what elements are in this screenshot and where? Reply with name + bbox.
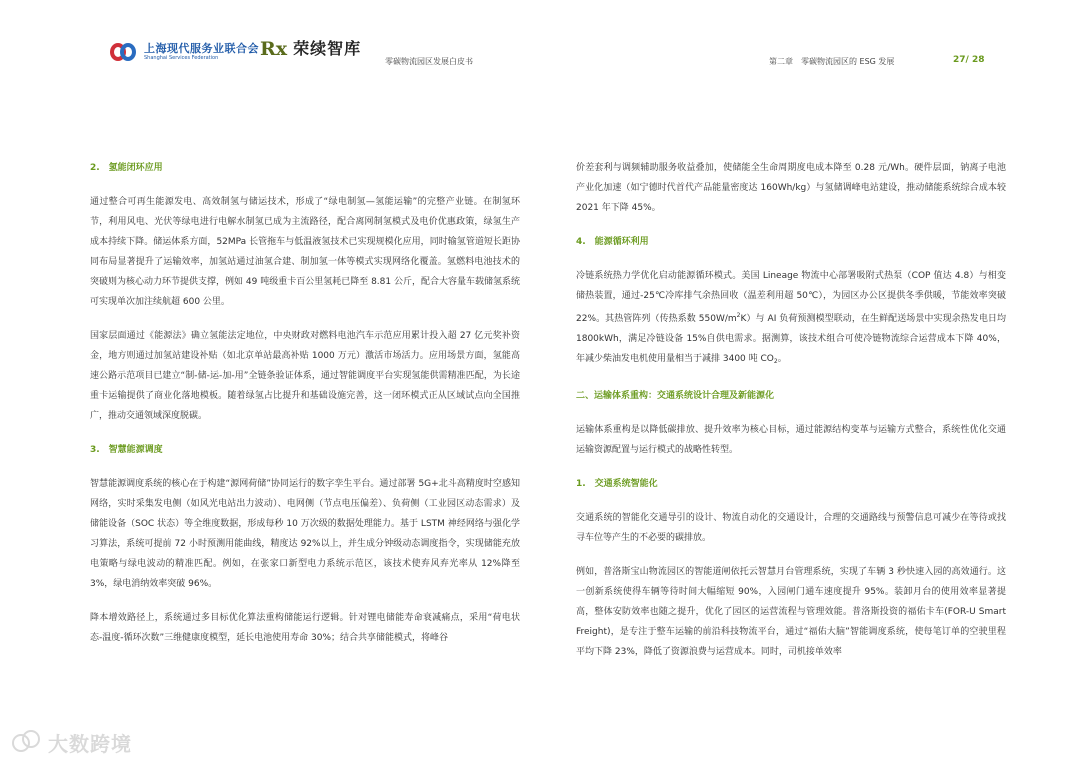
paragraph: 国家层面通过《能源法》确立氢能法定地位，中央财政对燃料电池汽车示范应用累计投入超 27 亿元奖补资金，地方则通过加氢站建设补贴（如北京单站最高补贴 1000 万元）激活市场活力。应用场景方面，氢能高速公路示范项目已建立“制-储-运-加-用”全链条验证体系，通过智能调度平台实现氢能供需精准匹配，为长途重卡运输提供了商业化落地模板。随着绿氢占比提升和基础设施完善，这一闭环模式正从区域试点向全国推广，推动交通领域深度脱碳。: [90, 331, 520, 421]
paragraph: 交通系统的智能化交通导引的设计、物流自动化的交通设计，合理的交通路线与预警信息可减少在等待或找寻车位等产生的不必要的碳排放。: [576, 513, 1006, 543]
paragraph: 通过整合可再生能源发电、高效制氢与储运技术，形成了“绿电制氢—氢能运输”的完整产业链。在制氢环节，利用风电、光伏等绿电进行电解水制氢已成为主流路径，配合离网制氢模式及电价优惠政策，绿氢生产成本持续下降。储运体系方面，52MPa 长管拖车与低温液氢技术已实现规模化应用，同时输氢管道短长距协同布局显著提升了运输效率，加氢站通过油氢合建、制加氢一体等模式实现网络化覆盖。氢燃料电池技术的突破则为核心动力环节提供支撑，例如 49 吨级重卡百公里氢耗已降至 8.81 公斤，配合大容量车载储氢系统可实现单次加注续航超 600 公里。: [90, 197, 520, 307]
ssf-logo: [110, 40, 259, 64]
paragraph: 降本增效路径上，系统通过多目标优化算法重构储能运行逻辑。针对锂电储能寿命衰减痛点，采用“荷电状态-温度-循环次数”三维健康度模型，延长电池使用寿命 30%；结合共享储能模式，将峰谷: [90, 613, 520, 643]
page-header: [0, 0, 1080, 90]
chapter-section-heading-transport: 二、运输体系重构：交通系统设计合理及新能源化: [576, 391, 775, 401]
left-column: [90, 158, 520, 662]
paragraph: 冷链系统热力学优化启动能源循环模式。美国 Lineage 物流中心部署吸附式热泵（COP 值达 4.8）与相变储热装置，通过-25℃冷库排气余热回收（温差利用超 50℃），为园区办公区提供冬季供暖，节能效率突破 22%。其热管阵列（传热系数 $550W/m^2K$）与 AI 负荷预测模型联动，在生鲜配送场景中实现余热发电日均 1800kWh，满足冷链设备 15%自供电需求。据测算，该技术组合可使冷链物流综合运营成本下降 40%，年减少柴油发电机使用量相当于减排 3400 吨 $CO_2$。: [576, 271, 1006, 365]
watermark: [12, 728, 132, 757]
watermark-text: 大数跨境: [48, 732, 132, 756]
paragraph: 例如，普洛斯宝山物流园区的智能道闸依托云智慧月台管理系统，实现了车辆 3 秒快速入园的高效通行。这一创新系统使得车辆等待时间大幅缩短 90%，入园闸门通车速度提升 95%。装卸月台的使用效率显著提高，整体安防效率也随之提升，优化了园区的运营流程与管理效能。普洛斯投资的福佑卡车(FOR-U Smart Freight)，是专注于整车运输的前沿科技物流平台，通过“福佑大脑”智能调度系统，使每笔订单的空驶里程平均下降 23%，降低了资源浪费与运营成本。同时，司机接单效率: [576, 567, 1006, 657]
section-heading-hydrogen: 2. 氢能闭环应用: [90, 163, 163, 173]
ssf-logo-mark-icon: [110, 40, 138, 64]
page-number: 27/ 28: [953, 55, 985, 65]
right-column: [576, 158, 1006, 676]
rongxu-logo-text: 荣续智库: [293, 39, 362, 58]
rongxu-logo-mark: Rx: [260, 38, 288, 60]
watermark-logo-icon: [12, 730, 42, 756]
section-heading-smart-traffic: 1. 交通系统智能化: [576, 479, 658, 489]
chapter-title: 第二章 零碳物流园区的 ESG 发展: [769, 57, 895, 66]
rongxu-logo: [260, 38, 361, 60]
ssf-logo-en: Shanghai Services Federation: [144, 55, 219, 61]
section-heading-smart-energy: 3. 智慧能源调度: [90, 445, 163, 455]
paragraph: 价差套利与调频辅助服务收益叠加，使储能全生命周期度电成本降至 0.28 元/Wh。硬件层面，钠离子电池产业化加速（如宁德时代首代产品能量密度达 160Wh/kg）与氢储调峰电站建设，推动储能系统综合成本较 2021 年下降 45%。: [576, 163, 1006, 213]
paragraph: 智慧能源调度系统的核心在于构建“源网荷储”协同运行的数字孪生平台。通过部署 5G+北斗高精度时空感知网络，实时采集发电侧（如风光电站出力波动）、电网侧（节点电压偏差）、负荷侧（工业园区动态需求）及储能设备（SOC 状态）等全维度数据，形成每秒 10 万次级的数据处理能力。基于 LSTM 神经网络与强化学习算法，系统可提前 72 小时预测用能曲线，精度达 92%以上，并生成分钟级动态调度指令，实现储能充放电策略与绿电波动的精准匹配。例如，在张家口新型电力系统示范区，该技术使弃风弃光率从 12%降至 3%，绿电消纳效率突破 96%。: [90, 479, 520, 589]
ssf-logo-cn: 上海现代服务业联合会: [144, 42, 259, 55]
paragraph: 运输体系重构是以降低碳排放、提升效率为核心目标，通过能源结构变革与运输方式整合，系统性优化交通运输资源配置与运行模式的战略性转型。: [576, 425, 1006, 455]
document-title: 零碳物流园区发展白皮书: [385, 57, 473, 66]
section-heading-energy-recycling: 4. 能源循环利用: [576, 237, 649, 247]
